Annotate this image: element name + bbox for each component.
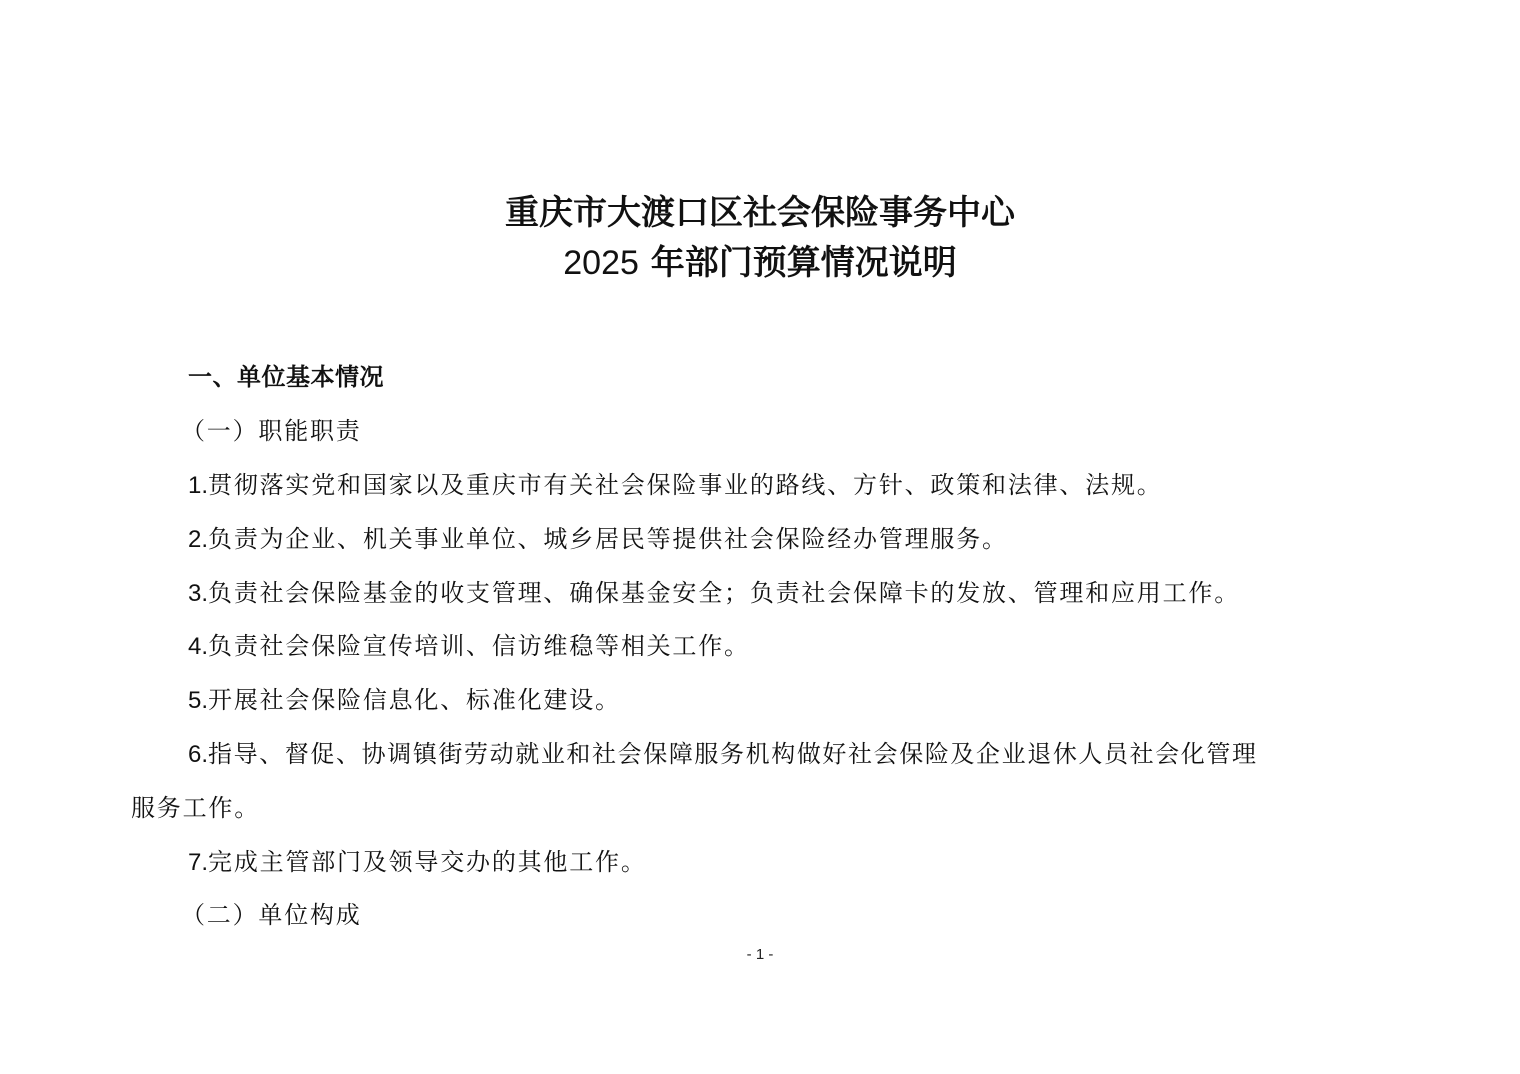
- duty-number: 7.: [188, 849, 209, 876]
- title-line-2-text: 年部门预算情况说明: [638, 243, 957, 283]
- duty-text: 负责社会保险基金的收支管理、确保基金安全；负责社会保障卡的发放、管理和应用工作。: [208, 579, 1241, 607]
- duty-item-5: [131, 683, 1448, 718]
- duty-text: 负责社会保险宣传培训、信访维稳等相关工作。: [208, 632, 750, 660]
- duty-number: 3.: [188, 580, 209, 607]
- duty-item-7: [131, 845, 1448, 880]
- duty-item-2: [131, 522, 1448, 557]
- duty-number: 4.: [188, 633, 209, 660]
- title-line-1: 重庆市大渡口区社会保险事务中心: [505, 193, 1015, 233]
- duty-item-6-continuation: 服务工作。: [131, 794, 260, 822]
- duty-number: 2.: [188, 526, 209, 553]
- duty-number: 6.: [188, 741, 209, 768]
- duty-text: 负责为企业、机关事业单位、城乡居民等提供社会保险经办管理服务。: [208, 525, 1008, 553]
- duty-item-3: [131, 576, 1448, 611]
- document-title: [0, 188, 1520, 288]
- duty-text: 完成主管部门及领导交办的其他工作。: [208, 848, 647, 876]
- title-year: 2025: [563, 244, 639, 282]
- duty-item-1: [131, 468, 1448, 503]
- duty-number: 5.: [188, 687, 209, 714]
- duty-item-6: [131, 737, 1448, 772]
- duty-number: 1.: [188, 472, 209, 499]
- duty-text: 贯彻落实党和国家以及重庆市有关社会保险事业的路线、方针、政策和法律、法规。: [208, 471, 1163, 499]
- duty-text: 开展社会保险信息化、标准化建设。: [208, 686, 621, 714]
- subsection-heading-composition: （二）单位构成: [181, 901, 362, 929]
- duty-text: 指导、督促、协调镇街劳动就业和社会保障服务机构做好社会保险及企业退休人员社会化管理: [208, 740, 1258, 768]
- subsection-heading-duties: （一）职能职责: [181, 417, 362, 445]
- section-heading-basic-info: 一、单位基本情况: [188, 363, 384, 391]
- title-line-2: [0, 238, 1520, 288]
- duty-item-4: [131, 629, 1448, 664]
- page-number: - 1 -: [746, 946, 774, 963]
